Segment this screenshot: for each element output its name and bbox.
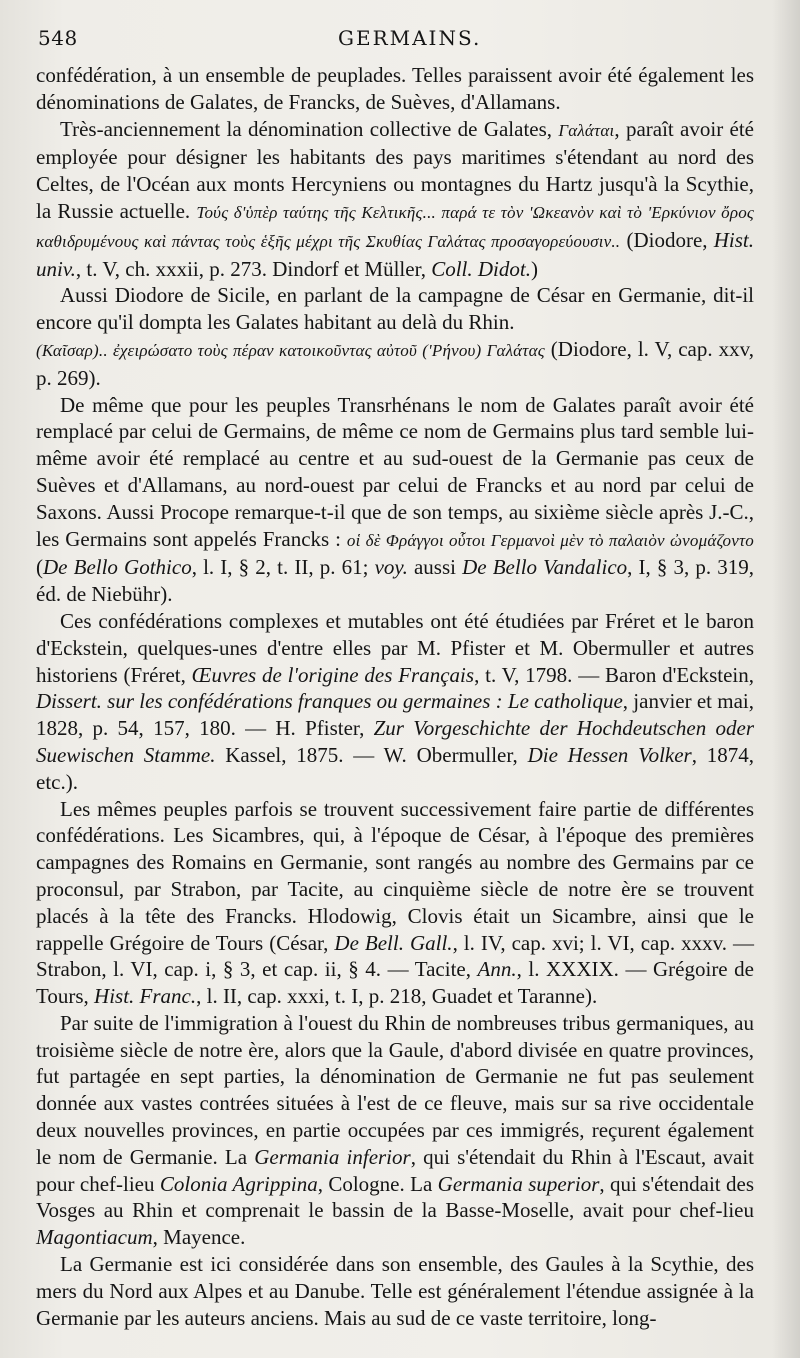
page-header	[38, 22, 740, 56]
text-run: , l. IV, cap. xvi; l. VI, cap. xxxv. — Strabon, l. VI, cap. i, § 3, et cap. ii, § 4. — Tacite,	[36, 930, 755, 982]
paragraph	[36, 1010, 754, 1251]
italic-text: Magontiacum	[36, 1225, 153, 1250]
text-run: , t. V, 1798. — Baron d'Eckstein,	[474, 662, 754, 687]
text-run: Kassel, 1875. — W. Obermuller,	[215, 742, 528, 767]
text-run: confédération, à un ensemble de peuplades. Telles paraissent avoir été également les dénominations de Galates, de Francks, de Suèves, d'Allamans.	[36, 63, 754, 114]
page-number: 548	[38, 26, 78, 50]
text-run: Très-anciennement la dénomination collective de Galates,	[60, 116, 559, 141]
text-run: , qui s'étendait du Rhin à l'Escaut, avait pour chef-lieu	[36, 1144, 755, 1196]
italic-text: De Bell. Gall.	[334, 930, 453, 955]
greek-quotation: Τούς δ'ὑπὲρ ταύτης τῆς Κελτικῆς... παρά τε τὸν 'Ωκεανὸν καὶ τὸ 'Ερκύνιον ὄρος καθιδρυμένους καὶ πάντας τοὺς ἑξῆς μέχρι τῆς Σκυθίας Γαλάτας προσαγορεύουσιν..	[36, 202, 754, 251]
italic-text: Colonia Agrippina	[159, 1171, 318, 1196]
italic-text: Germania inferior	[254, 1144, 411, 1169]
running-head: GERMAINS.	[338, 26, 482, 50]
text-run: Ces confédérations complexes et mutables ont été étudiées par Fréret et le baron d'Eckstein, quelques-unes d'entre elles par M. Pfister et M. Obermuller et autres historiens (Fréret,	[36, 608, 754, 687]
text-run: De même que pour les peuples Transrhénans le nom de Galates paraît avoir été remplacé par celui de Germains, de même ce nom de Germains plus tard semble lui-même avoir été remplacé au centre et au sud-ouest de la Germanie pas ceux de Suèves et d'Allamans, au nord-ouest par celui de Francks et au nord par celui de Saxons. Aussi Procope remarque-t-il que de son temps, au sixième siècle après J.-C., les Germains sont appelés Francks :	[36, 392, 754, 551]
italic-text: Ann.	[477, 957, 517, 982]
text-run: , qui s'étendait des Vosges au Rhin et comprenait le bassin de la Basse-Moselle, avait pour chef-lieu	[36, 1171, 754, 1223]
paragraph	[36, 1251, 754, 1331]
italic-text: Coll. Didot.	[431, 256, 531, 281]
text-run: , l. II, cap. xxxi, t. I, p. 218, Guadet et Taranne).	[196, 984, 598, 1009]
text-run: Par suite de l'immigration à l'ouest du Rhin de nombreuses tribus germaniques, au troisième siècle de notre ère, alors que la Gaule, d'abord divisée en quatre provinces, fut partagée en sept parties, la dénomination de Germanie ne fut pas seulement donnée aux vastes contrées situées à l'est de ce fleuve, mais sur sa rive occidentale deux nouvelles provinces, en partie occupées par ces immigrés, reçurent également le nom de Germanie. La	[36, 1010, 754, 1169]
italic-text: voy.	[374, 555, 408, 580]
italic-text: Dissert. sur les confédérations franques ou germaines : Le catholique	[36, 689, 623, 714]
text-run: , t. V, ch. xxxii, p. 273. Dindorf et Müller,	[75, 256, 432, 281]
text-run: La Germanie est ici considérée dans son ensemble, des Gaules à la Scythie, des mers du Nord aux Alpes et au Danube. Telle est généralement l'étendue assignée à la Germanie par les auteurs anciens. Mais au sud de ce vaste territoire, long-	[36, 1252, 754, 1330]
italic-text: Zur Vorgeschichte der Hochdeutschen oder Suewischen Stamme.	[36, 716, 754, 767]
text-run: , paraît avoir été employée pour désigner les habitants des pays maritimes s'étendant au nord des Celtes, de l'Océan aux monts Hercyniens ou montagnes du Hartz jusqu'à la Scythie, la Russie actuelle.	[36, 116, 754, 223]
paragraph	[36, 116, 754, 283]
paragraph	[36, 336, 754, 392]
italic-text: Œuvres de l'origine des Français	[191, 662, 475, 687]
paragraph	[36, 392, 754, 608]
paragraph	[36, 62, 754, 116]
text-run: Aussi Diodore de Sicile, en parlant de la campagne de César en Germanie, dit-il encore qu'il dompta les Galates habitant au delà du Rhin.	[36, 283, 754, 335]
text-run: Les mêmes peuples parfois se trouvent successivement faire partie de différentes confédérations. Les Sicambres, qui, à l'époque de César, à l'époque des premières campagnes des Romains en Germanie, sont rangés au nombre des Germains par ce proconsul, par Strabon, par Tacite, au cinquième siècle de notre ère se trouvent placés à la tête des Francks. Hlodowig, Clovis était un Sicambre, ainsi que le rappelle Grégoire de Tours (César,	[36, 796, 754, 955]
greek-quotation: οἱ δὲ Φράγγοι οὗτοι Γερμανοὶ μὲν τὸ παλαιὸν ὠνομάζοντο	[346, 530, 754, 550]
paragraph	[36, 282, 754, 336]
text-run: , I, § 3, p. 319, éd. de Niebühr).	[36, 555, 755, 607]
greek-quotation: Γαλάται	[558, 120, 615, 140]
paragraph	[36, 796, 754, 1010]
italic-text: Hist. Franc.	[94, 984, 197, 1009]
text-run: , l. I, § 2, t. II, p. 61;	[191, 555, 375, 580]
greek-quotation: (Καῖσαρ).. ἐχειρώσατο τοὺς πέραν κατοικοῦντας αὐτοῦ ('Ρήνου) Γαλάτας	[36, 340, 545, 360]
text-run: (Diodore,	[620, 227, 714, 252]
body-text	[36, 62, 754, 1331]
text-run: , 1874, etc.).	[36, 742, 755, 794]
page-edge-shadow	[772, 0, 800, 1358]
text-run: , l. XXXIX. — Grégoire de Tours,	[36, 957, 754, 1009]
text-run: )	[530, 256, 538, 281]
text-run: aussi	[407, 555, 463, 580]
text-run: (	[36, 555, 43, 580]
text-run: , Cologne. La	[317, 1171, 438, 1196]
text-run: (Diodore, l. V, cap. xxv, p. 269).	[36, 336, 754, 390]
italic-text: Hist. univ.	[36, 227, 754, 281]
italic-text: De Bello Gothico	[43, 555, 192, 580]
italic-text: Germania superior	[437, 1171, 600, 1196]
text-run: , Mayence.	[152, 1225, 246, 1250]
italic-text: Die Hessen Volker	[527, 742, 692, 767]
italic-text: De Bello Vandalico	[462, 555, 628, 580]
paragraph	[36, 608, 754, 796]
text-run: , janvier et mai, 1828, p. 54, 157, 180. — H. Pfister,	[36, 689, 754, 741]
